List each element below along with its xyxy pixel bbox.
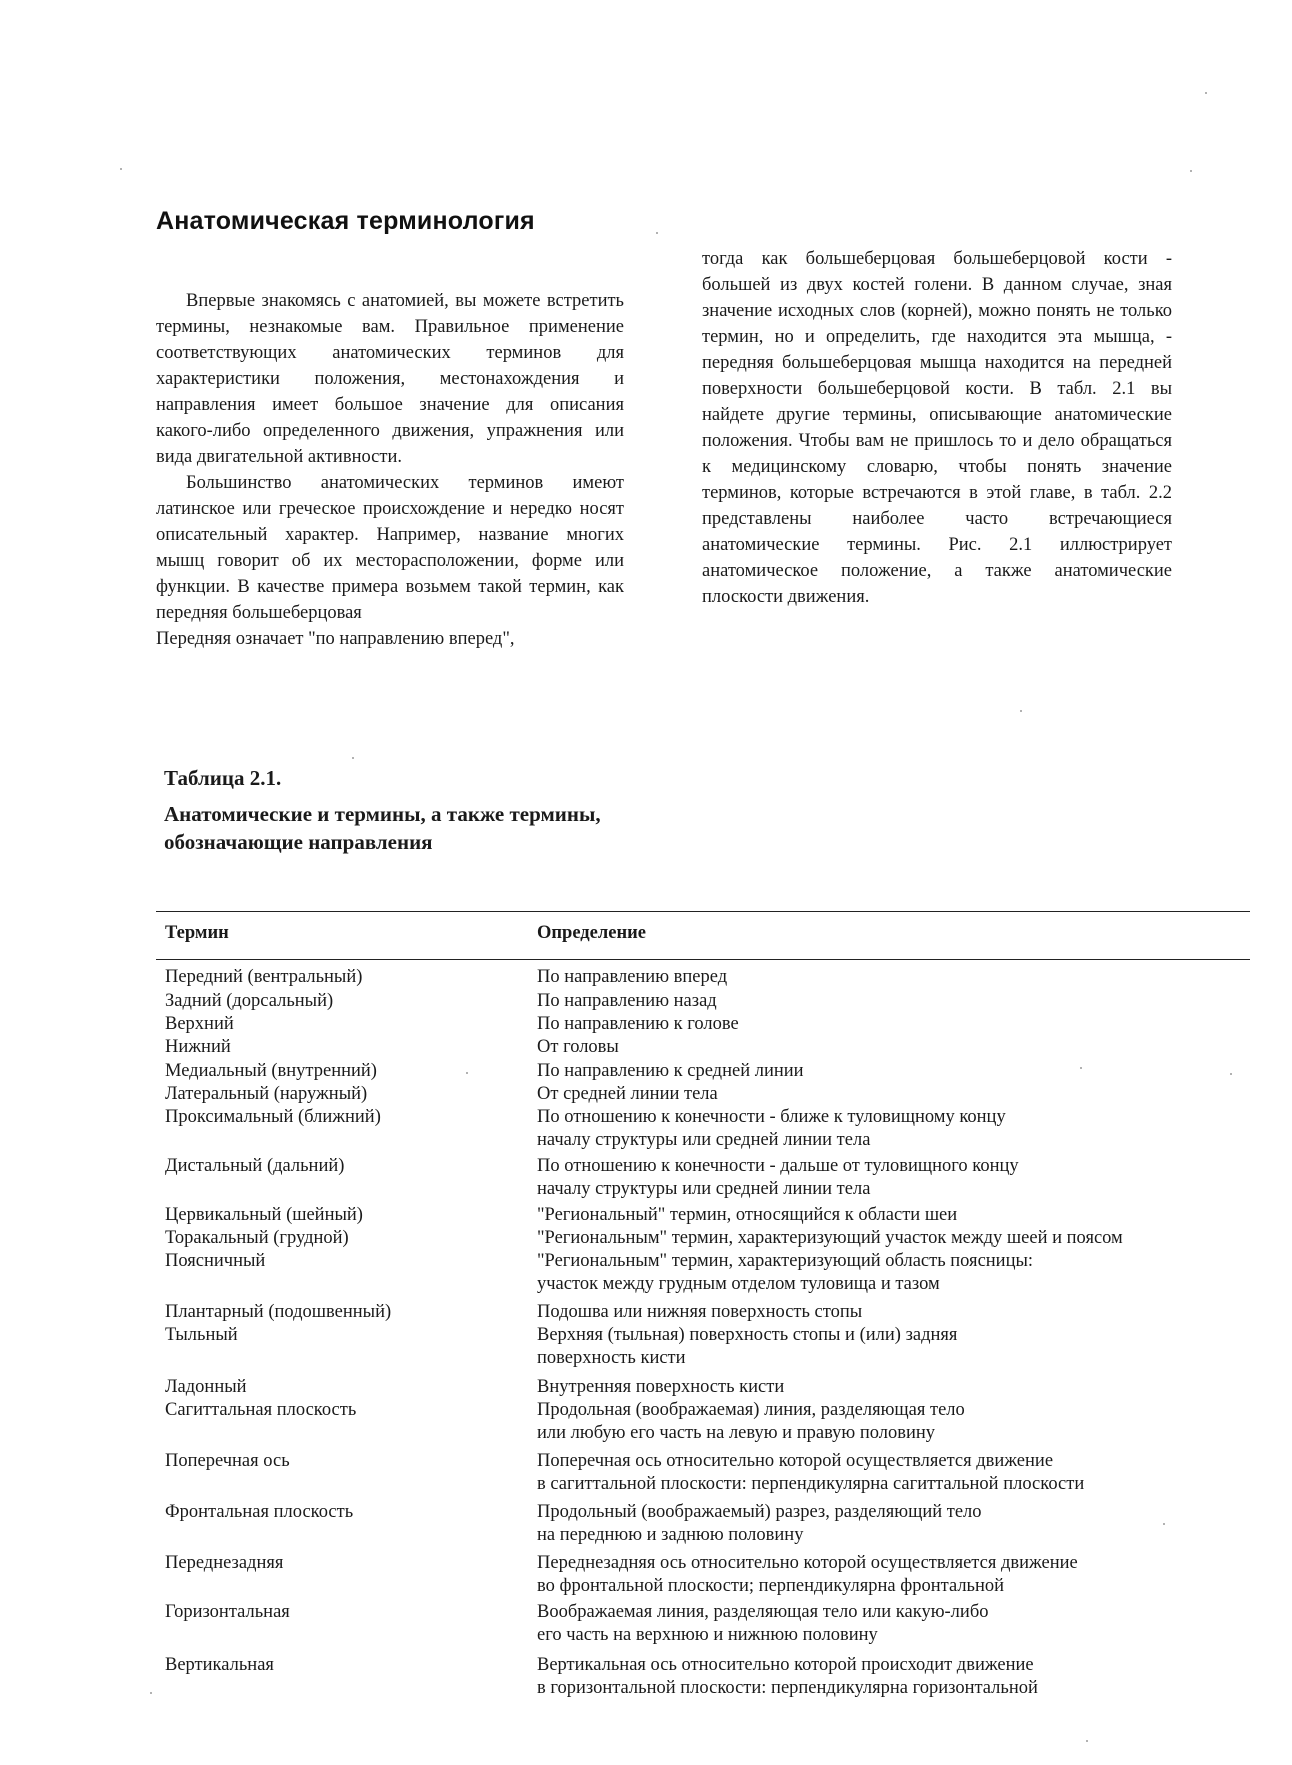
term-cell: Поясничный — [165, 1251, 266, 1271]
definition-cell — [537, 1204, 1237, 1227]
definition-cell — [537, 1552, 1237, 1598]
definition-line: По направлению назад — [537, 991, 717, 1011]
scan-speck — [1080, 1067, 1082, 1069]
term-cell: Тыльный — [165, 1325, 238, 1345]
column-header-definition: Определение — [537, 923, 646, 943]
definition-cell — [537, 1083, 1237, 1106]
term-cell: Сагиттальная плоскость — [165, 1400, 357, 1420]
definition-line: Продольный (воображаемый) разрез, разделяющий тело — [537, 1502, 982, 1522]
scan-speck — [1086, 1740, 1088, 1742]
definition-cell — [537, 1301, 1237, 1324]
definition-line: поверхность кисти — [537, 1348, 686, 1368]
term-cell: Цервикальный (шейный) — [165, 1205, 363, 1225]
table-title: Анатомические и термины, а также термины, обозначающие направления — [164, 802, 601, 854]
definition-cell — [537, 1036, 1237, 1059]
definition-cell — [537, 1601, 1237, 1647]
definition-cell — [537, 1060, 1237, 1083]
definition-line: на переднюю и заднюю половину — [537, 1525, 804, 1545]
paragraph: Впервые знакомясь с анатомией, вы можете встретить термины, незнакомые вам. Правильное применение соответствующих анатомических терминов для характеристики положения, местонахождения и направления имеет большое значение для описания какого-либо определенного движения, упражнения или вида двигательной активности. — [156, 291, 624, 467]
paragraph: Большинство анатомических терминов имеют латинское или греческое происхождение и нередко носят описательный характер. Например, название многих мышц говорит об их месторасположении, форме или функции. В качестве примера возьмем такой термин, как передняя большеберцовая — [156, 473, 624, 623]
definition-line: "Региональным" термин, характеризующий область поясницы: — [537, 1251, 1034, 1271]
right-column — [702, 246, 1172, 610]
definition-line: По направлению к средней линии — [537, 1061, 804, 1081]
definition-cell — [537, 1450, 1237, 1496]
term-cell: Нижний — [165, 1037, 231, 1057]
table-caption — [164, 764, 604, 856]
definition-line: Продольная (воображаемая) линия, разделяющая тело — [537, 1400, 965, 1420]
term-cell: Фронтальная плоскость — [165, 1502, 354, 1522]
scan-speck — [352, 757, 354, 759]
term-cell: Плантарный (подошвенный) — [165, 1302, 392, 1322]
definition-line: От головы — [537, 1037, 619, 1057]
scan-speck — [1020, 710, 1022, 712]
definition-line: Переднезадняя ось относительно которой осуществляется движение — [537, 1553, 1078, 1573]
term-cell: Верхний — [165, 1014, 234, 1034]
definition-cell — [537, 1013, 1237, 1036]
definition-line: или любую его часть на левую и правую половину — [537, 1423, 936, 1443]
definition-line: По отношению к конечности - ближе к туловищному концу — [537, 1107, 1006, 1127]
section-heading: Анатомическая терминология — [156, 207, 535, 235]
scan-speck — [656, 232, 658, 234]
definition-cell — [537, 1155, 1237, 1201]
left-column — [156, 288, 624, 652]
scan-speck — [1205, 92, 1207, 94]
definition-cell — [537, 990, 1237, 1013]
term-cell: Поперечная ось — [165, 1451, 290, 1471]
table-number: Таблица 2.1. — [164, 766, 282, 790]
definition-line: во фронтальной плоскости; перпендикулярна фронтальной — [537, 1576, 1005, 1596]
definition-line: Внутренняя поверхность кисти — [537, 1377, 785, 1397]
definition-cell — [537, 966, 1237, 989]
term-cell: Латеральный (наружный) — [165, 1084, 368, 1104]
definition-line: От средней линии тела — [537, 1084, 718, 1104]
scan-speck — [1163, 1523, 1165, 1525]
definition-cell — [537, 1399, 1237, 1445]
definition-line: Верхняя (тыльная) поверхность стопы и (или) задняя — [537, 1325, 958, 1345]
scan-speck — [1230, 1073, 1232, 1075]
definition-line: участок между грудным отделом туловища и тазом — [537, 1274, 940, 1294]
definition-cell — [537, 1376, 1237, 1399]
term-cell: Вертикальная — [165, 1655, 274, 1675]
paragraph: Передняя означает "по направлению вперед", — [156, 629, 515, 649]
paragraph: тогда как большеберцовая большеберцовой кости - большей из двух костей голени. В данном случае, зная значение исходных слов (корней), можно понять не только термин, но и определить, где находится эта мышца, - передняя большеберцовая мышца находится на передней поверхности большеберцовой кости. В табл. 2.1 вы найдете другие термины, описывающие анатомические положения. Чтобы вам не пришлось то и дело обращаться к медицинскому словарю, чтобы понять значение терминов, которые встречаются в этой главе, в табл. 2.2 представлены наиболее часто встречающиеся анатомические термины. Рис. 2.1 иллюстрирует анатомическое положение, а также анатомические плоскости движения. — [702, 249, 1172, 607]
definition-cell — [537, 1324, 1237, 1370]
term-cell: Дистальный (дальний) — [165, 1156, 345, 1176]
table-top-rule — [156, 911, 1250, 912]
definition-line: Подошва или нижняя поверхность стопы — [537, 1302, 863, 1322]
term-cell: Передний (вентральный) — [165, 967, 363, 987]
term-cell: Переднезадняя — [165, 1553, 284, 1573]
column-header-term: Термин — [165, 923, 229, 943]
definition-line: началу структуры или средней линии тела — [537, 1130, 871, 1150]
term-cell: Горизонтальная — [165, 1602, 290, 1622]
definition-cell — [537, 1501, 1237, 1547]
definition-line: в горизонтальной плоскости: перпендикулярна горизонтальной — [537, 1678, 1038, 1698]
scan-speck — [150, 1692, 152, 1694]
definition-cell — [537, 1106, 1237, 1152]
definition-cell — [537, 1250, 1237, 1296]
term-cell: Проксимальный (ближний) — [165, 1107, 381, 1127]
definition-cell — [537, 1654, 1237, 1700]
definition-line: Воображаемая линия, разделяющая тело или какую-либо — [537, 1602, 989, 1622]
scan-speck — [466, 1072, 468, 1074]
definition-line: По отношению к конечности - дальше от туловищного концу — [537, 1156, 1019, 1176]
definition-line: его часть на верхнюю и нижнюю половину — [537, 1625, 878, 1645]
definition-cell — [537, 1227, 1237, 1250]
term-cell: Ладонный — [165, 1377, 247, 1397]
table-header-rule — [156, 959, 1250, 960]
term-cell: Медиальный (внутренний) — [165, 1061, 377, 1081]
term-cell: Задний (дорсальный) — [165, 991, 334, 1011]
definition-line: Поперечная ось относительно которой осуществляется движение — [537, 1451, 1054, 1471]
definition-line: в сагиттальной плоскости: перпендикулярна сагиттальной плоскости — [537, 1474, 1085, 1494]
term-cell: Торакальный (грудной) — [165, 1228, 349, 1248]
scan-speck — [1190, 170, 1192, 172]
definition-line: началу структуры или средней линии тела — [537, 1179, 871, 1199]
definition-line: По направлению вперед — [537, 967, 728, 987]
definition-line: По направлению к голове — [537, 1014, 739, 1034]
definition-line: Вертикальная ось относительно которой происходит движение — [537, 1655, 1034, 1675]
definition-line: "Региональным" термин, характеризующий участок между шеей и поясом — [537, 1228, 1123, 1248]
definition-line: "Региональный" термин, относящийся к области шеи — [537, 1205, 958, 1225]
scan-speck — [120, 168, 122, 170]
